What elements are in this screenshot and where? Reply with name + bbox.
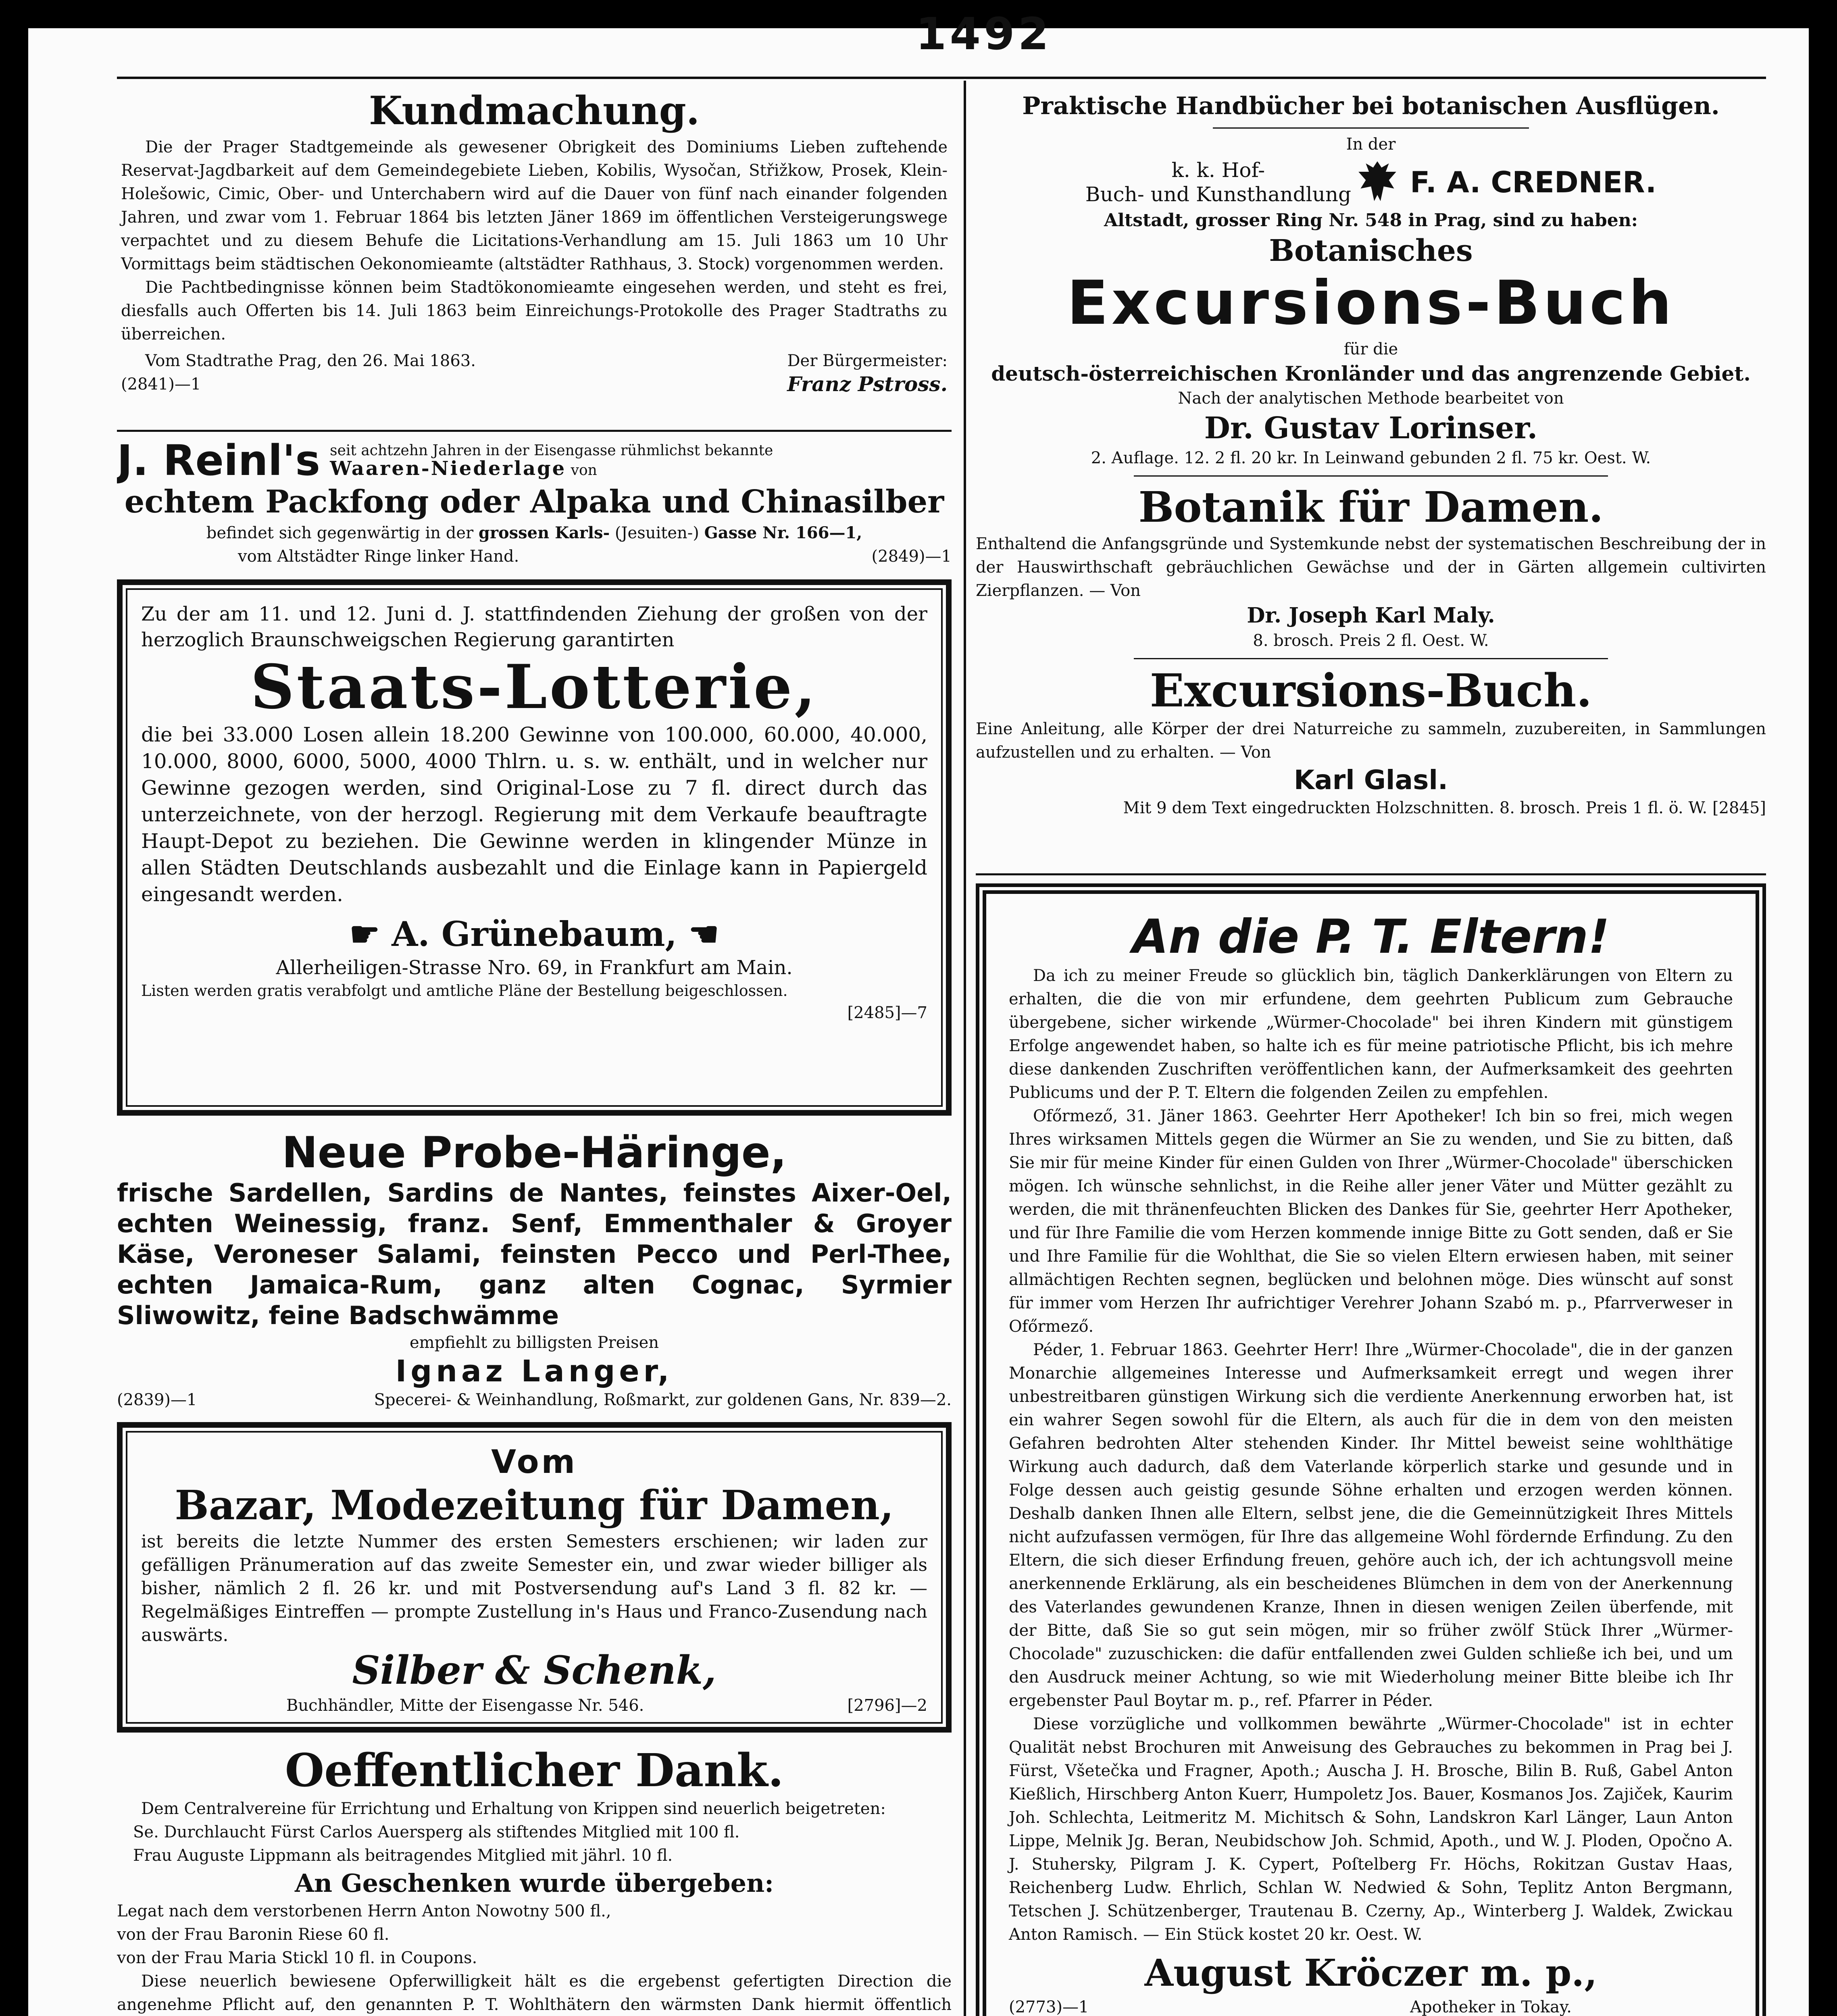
bazar-title: Bazar, Modezeitung für Damen, (175, 1481, 894, 1529)
lotterie-ref: [2485]—7 (847, 1004, 927, 1022)
kundmachung-title: Kundmachung. (369, 89, 700, 133)
book2-author: Dr. Joseph Karl Maly. (1247, 603, 1495, 628)
kundmachung-ref: (2841)—1 (121, 375, 201, 394)
bazar-address: Buchhändler, Mitte der Eisengasse Nr. 546. (286, 1696, 644, 1715)
reinl-name: J. Reinl's (117, 438, 321, 485)
credner-advert (976, 89, 1766, 867)
book1-fur: für die (1343, 340, 1398, 358)
left-column (117, 89, 952, 2016)
dank-gift-2: von der Frau Baronin Riese 60 fl. (117, 1925, 389, 1944)
pointing-hand-icon: ☛ (349, 914, 392, 954)
book1-title: Excursions-Buch (1067, 268, 1675, 338)
reinl-location-d: Gasse Nr. 166—1, (704, 523, 862, 542)
haeringe-body: frische Sardellen, Sardins de Nantes, feinstes Aixer-Oel, echten Weinessig, franz. Senf, Emmenthaler & Groyer Käse, Veroneser Salami, feinsten Pecco und Perl-Thee, echten Jamaica-Rum, ganz alten Cognac, Syrmier Sliwowitz, feine Badschwämme (117, 1178, 952, 1330)
page-number: 1492 (915, 8, 1052, 60)
kundmachung-signer-title: Der Bürgermeister: (787, 352, 948, 370)
reinl-intro: seit achtzehn Jahren in der Eisengasse rühmlichst bekannte (330, 442, 773, 459)
column-divider (964, 81, 966, 2016)
bazar-advert (117, 1422, 952, 1733)
scan-edge (1809, 0, 1837, 2016)
top-rule (117, 77, 1766, 79)
credner-kk: k. k. Hof- (1171, 158, 1265, 182)
reinl-ref: (2849)—1 (871, 547, 952, 566)
dank-intro: Dem Centralvereine für Errichtung und Erhaltung von Krippen sind neuerlich beigetreten: (141, 1799, 886, 1818)
haeringe-address: Specerei- & Weinhandlung, Roßmarkt, zur goldenen Gans, Nr. 839—2. (374, 1391, 952, 1409)
eltern-advert (976, 883, 1766, 2016)
pointing-hand-icon: ☚ (677, 914, 719, 954)
lotterie-listen: Listen werden gratis verabfolgt und amtliche Pläne der Bestellung beigeschlossen. (141, 982, 788, 1000)
reinl-waaren: Waaren-Niederlage (330, 457, 567, 480)
lotterie-title: Staats-Lotterie, (250, 652, 818, 723)
lotterie-name: A. Grünebaum, (392, 914, 677, 954)
kundmachung-body: Die der Prager Stadtgemeinde als gewesener Obrigkeit des Dominiums Lieben zuftehende Reservat-Jagdbarkeit auf dem Gemeindegebiete Lieben, Kobilis, Wysočan, Střižkow, Prosek, Klein-Holešowic, Cimic, Ober- und Unterchabern wird auf die Dauer von fünf nach einander folgenden Jahren, und zwar vom 1. Februar 1864 bis letzten Jäner 1869 im öffentlichen Versteigerungswege verpachtet und zu diesem Behufe die Licitations-Verhandlung am 15. Juli 1863 um 10 Uhr Vormittags beim städtischen Oekonomieamte (altstädter Rathhaus, 3. Stock) vorgenommen werden. (121, 138, 948, 273)
bazar-vom: Vom (491, 1443, 577, 1481)
credner-firm: F. A. CREDNER. (1410, 165, 1657, 199)
eltern-title: An die P. T. Eltern! (1132, 910, 1610, 964)
credner-header: Praktische Handbücher bei botanischen Ausflügen. (1022, 92, 1720, 120)
dank-notice (117, 1745, 952, 2016)
lotterie-advert (117, 579, 952, 1116)
lotterie-body: die bei 33.000 Losen allein 18.200 Gewinne von 100.000, 60.000, 40.000, 10.000, 8000, 6000, 5000, 4000 Thlrn. u. s. w. enthält, und in welcher nur Gewinne gezogen werden, sind Original-Lose zu 7 fl. direct durch das unterzeichnete, von der herzogl. Regierung mit dem Verkaufe beauftragte Haupt-Depot zu beziehen. Die Gewinne werden in klingender Münze in allen Städten Deutschlands ausbezahlt und die Einlage kann in Papiergeld eingesandt werden. (141, 723, 927, 906)
bazar-body: ist bereits die letzte Nummer des ersten Semesters erschienen; wir laden zur gefälligen Pränumeration auf das zweite Semester ein, und zwar wieder billiger als bisher, nämlich 2 fl. 26 kr. und mit Postversendung auf's Land 3 fl. 82 kr. — Regelmäßiges Eintreffen — prompte Zustellung in's Haus und Franco-Zusendung nach auswärts. (141, 1531, 927, 1645)
right-column (976, 89, 1766, 2016)
eltern-signer: August Kröczer m. p., (1144, 1951, 1597, 1995)
dank-gift-3: von der Frau Maria Stickl 10 fl. in Coupons. (117, 1949, 477, 1967)
bazar-name: Silber & Schenk, (352, 1647, 716, 1693)
reinl-location-c: (Jesuiten-) (614, 524, 699, 542)
bazar-ref: [2796]—2 (847, 1696, 927, 1715)
lotterie-intro: Zu der am 11. und 12. Juni d. J. stattfindenden Ziehung der großen von der herzoglich Braunschweigschen Regierung garantirten (141, 603, 927, 651)
kundmachung-signer: Franz Pstross. (787, 372, 948, 396)
haeringe-ref: (2839)—1 (117, 1391, 197, 1409)
haeringe-title: Neue Probe-Häringe, (282, 1128, 787, 1177)
dank-gift-1: Legat nach dem verstorbenen Herrn Anton Nowotny 500 fl., (117, 1902, 611, 1920)
book1-subtitle: deutsch-österreichischen Kronländer und das angrenzende Gebiet. (991, 362, 1751, 385)
eltern-p2: Ofőrmező, 31. Jäner 1863. Geehrter Herr Apotheker! Ich bin so frei, mich wegen Ihres wirksamen Mittels gegen die Würmer an Sie zu wenden, und Sie zu bitten, daß Sie mir für meine Kinder für einen Gulden von Ihrer „Würmer-Chocolade" überschicken mögen. Ich wünsche sehnlichst, in die Reihe aller jener Väter und Mütter gezählt zu werden, die mit thränenfeuchten Blicken des Dankes für Sie, geehrter Herr Apotheker, und für Ihre Familie die vom Herzen kommende innige Bitte zu Gott senden, daß er Sie und Ihre Familie für die Wohlthat, die Sie so vielen Eltern erwiesen haben, mit seiner allmächtigen Rechten segnen, beglücken und belohnen möge. Dies wünscht auf sonst für immer vom Herzen Ihr aufrichtiger Verehrer Johann Szabó m. p., Pfarrverweser in Ofőrmező. (1009, 1107, 1733, 1336)
kundmachung-body-2: Die Pachtbedingnisse können beim Stadtökonomieamte eingesehen werden, und steht es frei, diesfalls auch Offerten bis 14. Juli 1863 beim Einreichungs-Protokolle des Prager Stadtraths zu überreichen. (121, 278, 948, 344)
book1-method: Nach der analytischen Methode bearbeitet von (1178, 389, 1564, 408)
reinl-advert (117, 438, 952, 567)
reinl-product: echtem Packfong oder Alpaka und Chinasilber (124, 483, 944, 520)
book1-price: 2. Auflage. 12. 2 fl. 20 kr. In Leinwand gebunden 2 fl. 75 kr. Oest. W. (1091, 449, 1651, 467)
eltern-signer-title: Apotheker in Tokay. (1410, 1998, 1572, 2016)
book1-pre: Botanisches (1269, 233, 1473, 268)
haeringe-recommend: empfiehlt zu billigsten Preisen (409, 1333, 659, 1352)
dank-line-1: Se. Durchlaucht Fürst Carlos Auersperg als stiftendes Mitglied mit 100 fl. (133, 1823, 740, 1841)
credner-in-der: In der (1346, 135, 1396, 154)
dank-body: Diese neuerlich bewiesene Opferwilligkeit hält es die ergebenst gefertigten Direction die angenehme Pflicht auf, den genannten P. T. Wohlthätern den wärmsten Dank hiermit öffentlich (117, 1972, 952, 2014)
kundmachung-date: Vom Stadtrathe Prag, den 26. Mai 1863. (145, 352, 476, 370)
dank-subtitle: An Geschenken wurde übergeben: (294, 1868, 774, 1898)
credner-buch: Buch- und Kunsthandlung (1085, 183, 1351, 206)
eltern-p1: Da ich zu meiner Freude so glücklich bin, täglich Dankerklärungen von Eltern zu erhalten, die die von mir erfundene, dem geehrten Publicum zum Gebrauche übergebene, sicher wirkende „Würmer-Chocolade" bei ihren Kindern mit günstigem Erfolge angewendet haben, so halte ich es für meine patriotische Pflicht, bis ich mehre diese dankenden Zuschriften veröffentlichen kann, der Aufmerksamkeit des geehrten Publicums und der P. T. Eltern die folgenden Zeilen zu empfehlen. (1009, 966, 1733, 1102)
book3-title: Excursions-Buch. (1150, 664, 1592, 717)
reinl-von: von (571, 462, 597, 479)
book2-price: 8. brosch. Preis 2 fl. Oest. W. (1253, 631, 1489, 650)
reinl-location-b: grossen Karls- (478, 523, 610, 542)
eltern-ref: (2773)—1 (1009, 1998, 1089, 2016)
book2-title: Botanik für Damen. (1138, 482, 1604, 532)
reinl-location-e: vom Altstädter Ringe linker Hand. (238, 547, 519, 566)
reinl-location-a: befindet sich gegenwärtig in der (206, 524, 474, 542)
kundmachung-notice (117, 89, 952, 423)
book1-author: Dr. Gustav Lorinser. (1204, 411, 1538, 446)
book2-desc: Enthaltend die Anfangsgründe und Systemkunde nebst der systematischen Beschreibung der in der Hauswirthschaft gebräuchlichen Gewächse und der in Gärten allgemein cultivirten Zierpflanzen. — Von (976, 535, 1766, 600)
double-eagle-icon (1351, 156, 1404, 208)
lotterie-address: Allerheiligen-Strasse Nro. 69, in Frankfurt am Main. (276, 956, 793, 979)
eltern-p3: Péder, 1. Februar 1863. Geehrter Herr! Ihre „Würmer-Chocolade", die in der ganzen Monarchie allgemeines Interesse und Aufmerksamkeit erregt und wegen ihrer unbestreitbaren günstigen Wirkung sich die verdiente Anerkennung erworben hat, ist ein wahrer Segen sowohl für die Eltern, als auch für die in dem von den meisten Gefahren bedrohten Alter stehenden Kinder. Ihr Mittel beweist seine wohlthätige Wirkung auch dadurch, daß dem Vaterlande körperlich starke und gesunde und in Folge dessen auch geistig gesunde Söhne erhalten und erzogen werden können. Deshalb danken Ihnen alle Eltern, selbst jene, die die Gemeinnützigkeit Ihres Mittels nicht aufzufassen vermögen, für Ihre das allgemeine Wohl fördernde Erfindung. Zu den Eltern, die sich dieser Erfindung freuen, gehöre auch ich, der ich achtungsvoll meine anerkennende Erklärung, als ein bescheidenes Blümchen in dem von der Anerkennung des Vaterlandes gewundenen Kranze, Ihnen in diesen wenigen Zeilen überfende, mit der Bitte, daß Sie so gut sein mögen, mir so früher zwölf Stück Ihrer „Würmer-Chocolade" zuzuschicken: die dafür entfallenden zwei Gulden schließe ich bei, und um den Ausdruck meiner Achtung, so wie mit Wiederholung meiner Bitte bleibe ich Ihr ergebenster Paul Boytar m. p., ref. Pfarrer in Péder. (1009, 1341, 1733, 1710)
separator (117, 430, 952, 432)
book3-author: Karl Glasl. (1293, 764, 1448, 796)
book3-price: Mit 9 dem Text eingedruckten Holzschnitten. 8. brosch. Preis 1 fl. ö. W. [2845] (1123, 799, 1766, 817)
dank-title: Oeffentlicher Dank. (285, 1745, 784, 1797)
haeringe-name: Ignaz Langer, (395, 1354, 673, 1389)
credner-address: Altstadt, grosser Ring Nr. 548 in Prag, sind zu haben: (1104, 210, 1638, 231)
book3-desc: Eine Anleitung, alle Körper der drei Naturreiche zu sammeln, zuzubereiten, in Sammlungen aufzustellen und zu erhalten. — Von (976, 720, 1766, 762)
eltern-p4: Diese vorzügliche und vollkommen bewährte „Würmer-Chocolade" ist in echter Qualität nebst Brochuren mit Anweisung des Gebrauches zu bekommen in Prag bei J. Fürst, Všetečka und Fragner, Apoth.; Auscha J. H. Brosche, Bilin B. Ruß, Gabel Anton Kießlich, Hirschberg Anton Kuerr, Humpoletz Jos. Bauer, Kosmanos Jos. Zajiček, Kaurim Joh. Schlechta, Leitmeritz M. Michitsch & Sohn, Landskron Karl Länger, Laun Anton Lippe, Melnik Jg. Beran, Neubidschow Joh. Schmid, Apoth., und W. J. Ploden, Opočno A. J. Stuhersky, Pilgram J. K. Cypert, Poſtelberg Fr. Höchs, Rokitzan Gustav Haas, Reichenberg Ludw. Ehrlich, Schlan W. Nedwied & Sohn, Teplitz Anton Bergmann, Tetschen J. Schützenberger, Trautenau B. Czerny, Ap., Winterberg J. Waldek, Zwickau Anton Ramisch. — Ein Stück kostet 20 kr. Oest. W. (1009, 1715, 1733, 1944)
dank-line-2: Frau Auguste Lippmann als beitragendes Mitglied mit jährl. 10 fl. (133, 1846, 673, 1865)
separator (976, 873, 1766, 875)
haeringe-advert (117, 1128, 952, 1410)
